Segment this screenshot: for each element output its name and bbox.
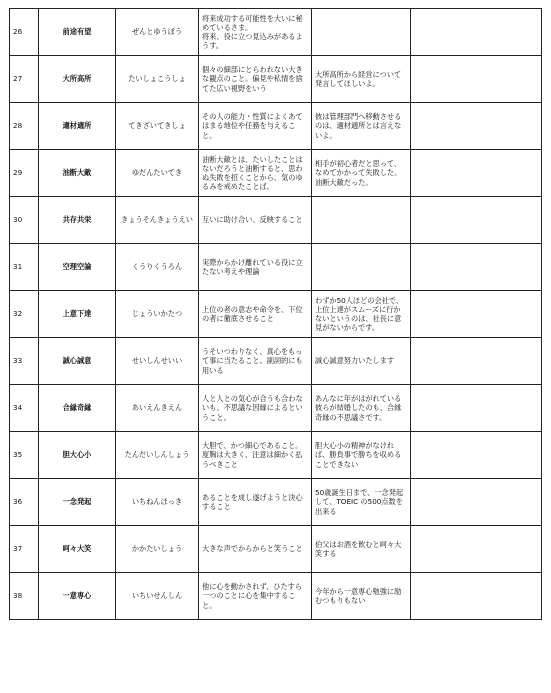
row-number-cell: 27 [10,56,39,103]
idiom-example-cell: 50歳誕生日まで、一念発起して、TOEIC の500点数を出来る [312,479,411,526]
row-number-cell: 26 [10,9,39,56]
idiom-reading-cell: かかたいしょう [116,526,199,573]
table-row [10,573,542,620]
idiom-meaning-cell: 人と人との気心が合うも合わないも、不思議な因縁によるということ。 [199,385,312,432]
idiom-meaning-cell: うそいつわりなく、真心をもって事に当たること。副詞的にも用いる [199,338,312,385]
table-row [10,385,542,432]
empty-notes-cell [411,385,542,432]
idiom-reading-cell: ゆだんたいてき [116,150,199,197]
table-row [10,338,542,385]
row-number-cell: 29 [10,150,39,197]
table-row [10,150,542,197]
empty-notes-cell [411,150,542,197]
idiom-example-cell [312,9,411,56]
idiom-table-body [10,9,542,620]
row-number-cell: 33 [10,338,39,385]
empty-notes-cell [411,573,542,620]
idiom-reading-cell: じょういかたつ [116,291,199,338]
table-row [10,432,542,479]
idiom-word-cell: 胆大心小 [39,432,116,479]
row-number-cell: 32 [10,291,39,338]
idiom-meaning-cell: 他に心を動かされず、ひたすら一つのことに心を集中すること。 [199,573,312,620]
idiom-word-cell: 呵々大笑 [39,526,116,573]
idiom-example-cell: 今年から一意専心勉強に励むつもりもない [312,573,411,620]
row-number-cell: 34 [10,385,39,432]
idiom-reading-cell: くうりくうろん [116,244,199,291]
table-row [10,244,542,291]
idiom-reading-cell: あいえんきえん [116,385,199,432]
row-number-cell: 28 [10,103,39,150]
idiom-meaning-cell: 大胆で、かつ細心であること。度胸は大きく、注意は細かく払うべきこと [199,432,312,479]
idiom-meaning-cell: 上位の者の意志や命令を、下位の者に徹底させること [199,291,312,338]
idiom-meaning-cell: 油断大敵とは、たいしたことはないだろうと油断すると、思わぬ失敗を招くことから、気のゆるみを戒めたことば。 [199,150,312,197]
table-row [10,526,542,573]
table-row [10,291,542,338]
idiom-meaning-cell: 個々の細部にとらわれない大きな観点のこと。偏見や私情を捨てた広い視野をいう [199,56,312,103]
idiom-meaning-cell: あることを成し遂げようと決心すること [199,479,312,526]
empty-notes-cell [411,526,542,573]
idiom-reading-cell: いちねんほっき [116,479,199,526]
idiom-word-cell: 一念発起 [39,479,116,526]
idiom-reading-cell: きょうそんきょうえい [116,197,199,244]
empty-notes-cell [411,291,542,338]
idiom-word-cell: 合縁奇縁 [39,385,116,432]
idiom-example-cell: 彼は管理部門へ移動させるのは、適材適所とは言えないよ。 [312,103,411,150]
idiom-example-cell: あんなに年がはがれている彼らが結婚したのも、合縁奇縁の不思議さです。 [312,385,411,432]
empty-notes-cell [411,9,542,56]
table-row [10,479,542,526]
row-number-cell: 38 [10,573,39,620]
idiom-meaning-cell: 大きな声でからからと笑うこと [199,526,312,573]
empty-notes-cell [411,432,542,479]
row-number-cell: 37 [10,526,39,573]
idiom-reading-cell: せいしんせいい [116,338,199,385]
idiom-reading-cell: ぜんとゆうぼう [116,9,199,56]
idiom-word-cell: 共存共栄 [39,197,116,244]
table-row [10,9,542,56]
idiom-example-cell: 大所高所から経営について発言してほしいよ。 [312,56,411,103]
idiom-word-cell: 適材適所 [39,103,116,150]
idiom-example-cell: 伯父はお酒を飲むと呵々大笑する [312,526,411,573]
idiom-example-cell [312,197,411,244]
idiom-word-cell: 油断大敵 [39,150,116,197]
idiom-reading-cell: たんだいしんしょう [116,432,199,479]
idiom-meaning-cell: その人の能力・性質によくあてはまる地位や任務を与えること。 [199,103,312,150]
idiom-word-cell: 上意下達 [39,291,116,338]
idiom-word-cell: 空理空論 [39,244,116,291]
row-number-cell: 30 [10,197,39,244]
table-row [10,197,542,244]
idiom-reading-cell: てきざいてきしょ [116,103,199,150]
empty-notes-cell [411,479,542,526]
idiom-reading-cell: いちいせんしん [116,573,199,620]
empty-notes-cell [411,244,542,291]
row-number-cell: 35 [10,432,39,479]
idiom-example-cell: わずか50人ほどの会社で、上位上達がスムーズに行かないというのは、社長に意見がないからです。 [312,291,411,338]
empty-notes-cell [411,338,542,385]
idiom-word-cell: 一意専心 [39,573,116,620]
idiom-reading-cell: たいしょこうしょ [116,56,199,103]
row-number-cell: 36 [10,479,39,526]
idiom-word-cell: 前途有望 [39,9,116,56]
idiom-table [9,8,542,620]
empty-notes-cell [411,56,542,103]
idiom-example-cell [312,244,411,291]
idiom-example-cell: 胆大心小の精神がなければ、勝負事で勝ちを収めることできない [312,432,411,479]
table-row [10,103,542,150]
idiom-meaning-cell: 互いに助け合い、反映すること [199,197,312,244]
empty-notes-cell [411,103,542,150]
idiom-example-cell: 誠心誠意努力いたします [312,338,411,385]
row-number-cell: 31 [10,244,39,291]
idiom-word-cell: 大所高所 [39,56,116,103]
idiom-example-cell: 相手が初心者だと思って、なめてかかって失敗した。油断大敵だった。 [312,150,411,197]
table-row [10,56,542,103]
idiom-word-cell: 誠心誠意 [39,338,116,385]
empty-notes-cell [411,197,542,244]
idiom-meaning-cell: 実際からかけ離れている役に立たない考えや理論 [199,244,312,291]
idiom-meaning-cell: 将来成功する可能性を大いに秘めているさま。 将来、役に立つ見込みがあるようす。 [199,9,312,56]
